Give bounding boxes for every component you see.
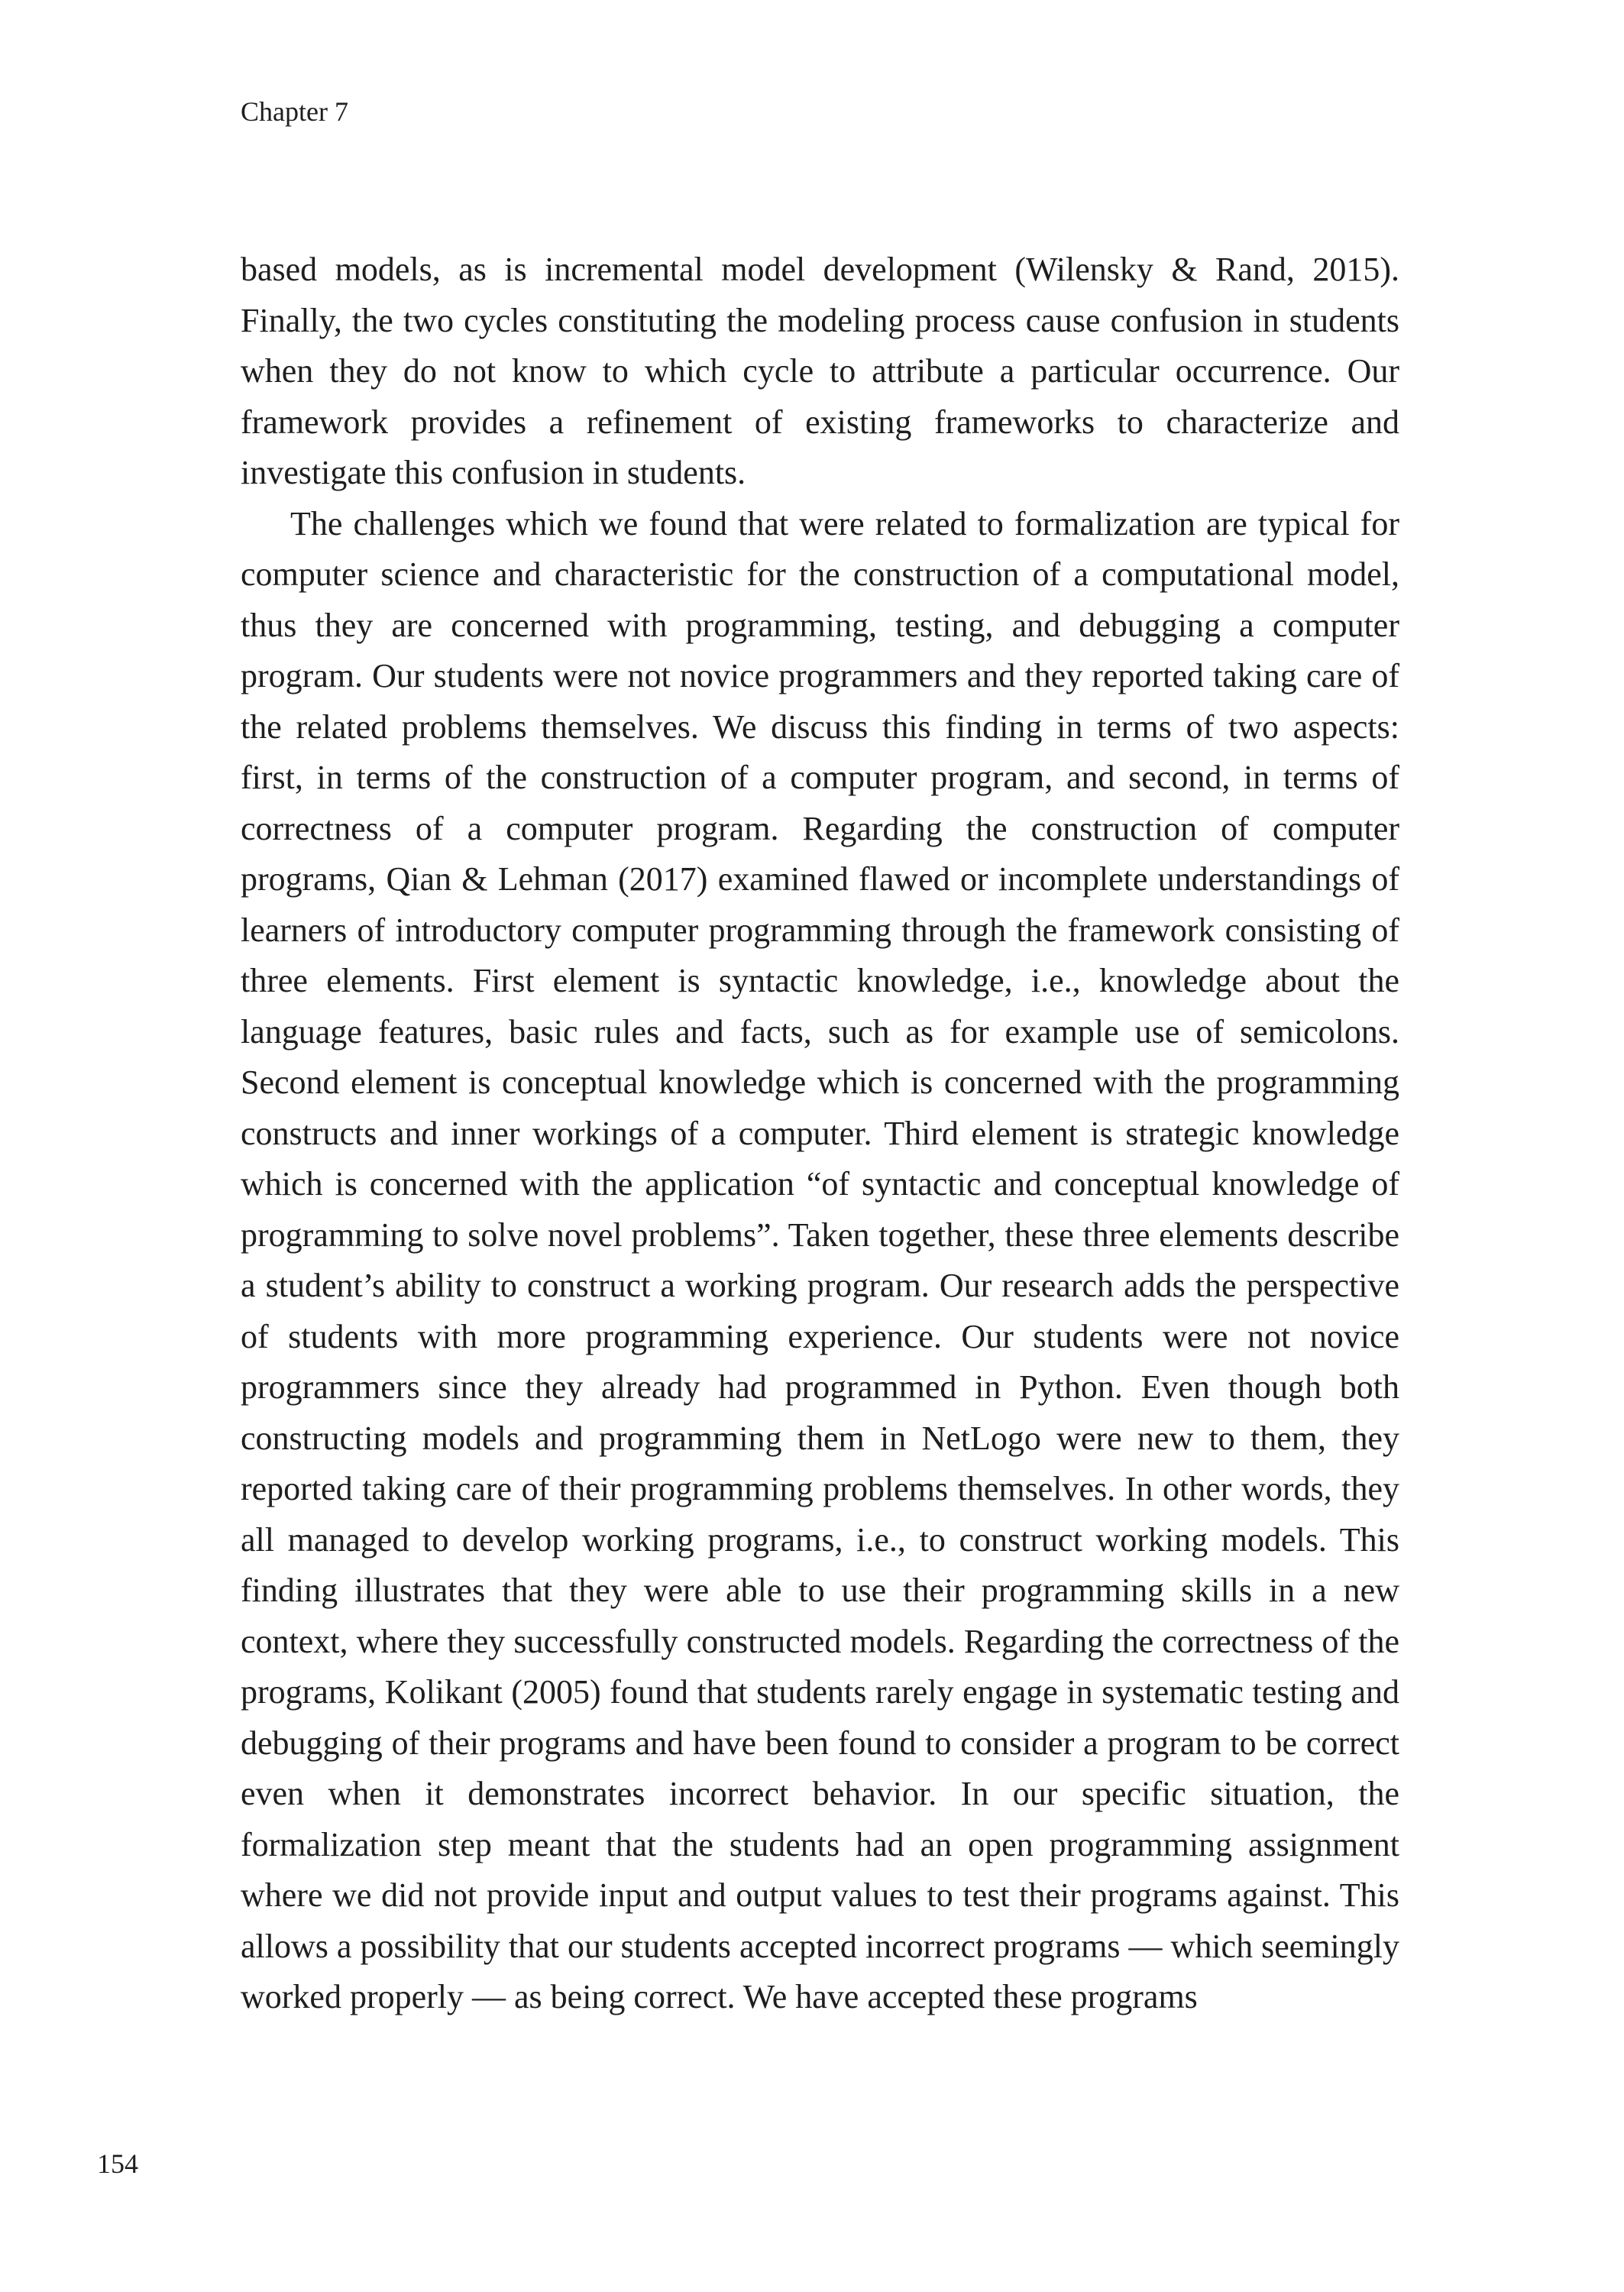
page-number: 154 xyxy=(97,2148,138,2179)
body-text xyxy=(241,244,1399,2023)
running-head: Chapter 7 xyxy=(241,96,348,127)
paragraph-formalization-challenges: The challenges which we found that were related to formalization are typical for computer science and characteristic for the construction of a computational model, thus they are concerned with programming, testing, and debugging a computer program. Our students were not novice programmers and they reported taking care of the related problems themselves. We discuss this finding in terms of two aspects: first, in terms of the construction of a computer program, and second, in terms of correctness of a computer program. Regarding the construction of computer programs, Qian & Lehman (2017) examined flawed or incomplete understandings of learners of introductory computer programming through the framework consisting of three elements. First element is syntactic knowledge, i.e., knowledge about the language features, basic rules and facts, such as for example use of semicolons. Second element is conceptual knowledge which is concerned with the programming constructs and inner workings of a computer. Third element is strategic knowledge which is concerned with the application “of syntactic and conceptual knowledge of programming to solve novel problems”. Taken together, these three elements describe a student’s ability to construct a working program. Our research adds the perspective of students with more programming experience. Our students were not novice programmers since they already had programmed in Python. Even though both constructing models and programming them in NetLogo were new to them, they reported taking care of their programming problems themselves. In other words, they all managed to develop working programs, i.e., to construct working models. This finding illustrates that they were able to use their programming skills in a new context, where they successfully constructed models. Regarding the correctness of the programs, Kolikant (2005) found that students rarely engage in systematic testing and debugging of their programs and have been found to consider a program to be correct even when it demonstrates incorrect behavior. In our specific situation, the formalization step meant that the students had an open programming assignment where we did not provide input and output values to test their programs against. This allows a possibility that our students accepted incorrect programs — which seemingly worked properly — as being correct. We have accepted these programs xyxy=(241,504,1399,2015)
paragraph-continued: based models, as is incremental model development (Wilensky & Rand, 2015). Finally, the two cycles constituting the modeling process cause confusion in students when they do not know to which cycle to attribute a particular occurrence. Our framework provides a refinement of existing frameworks to characterize and investigate this confusion in students. xyxy=(241,251,1399,491)
